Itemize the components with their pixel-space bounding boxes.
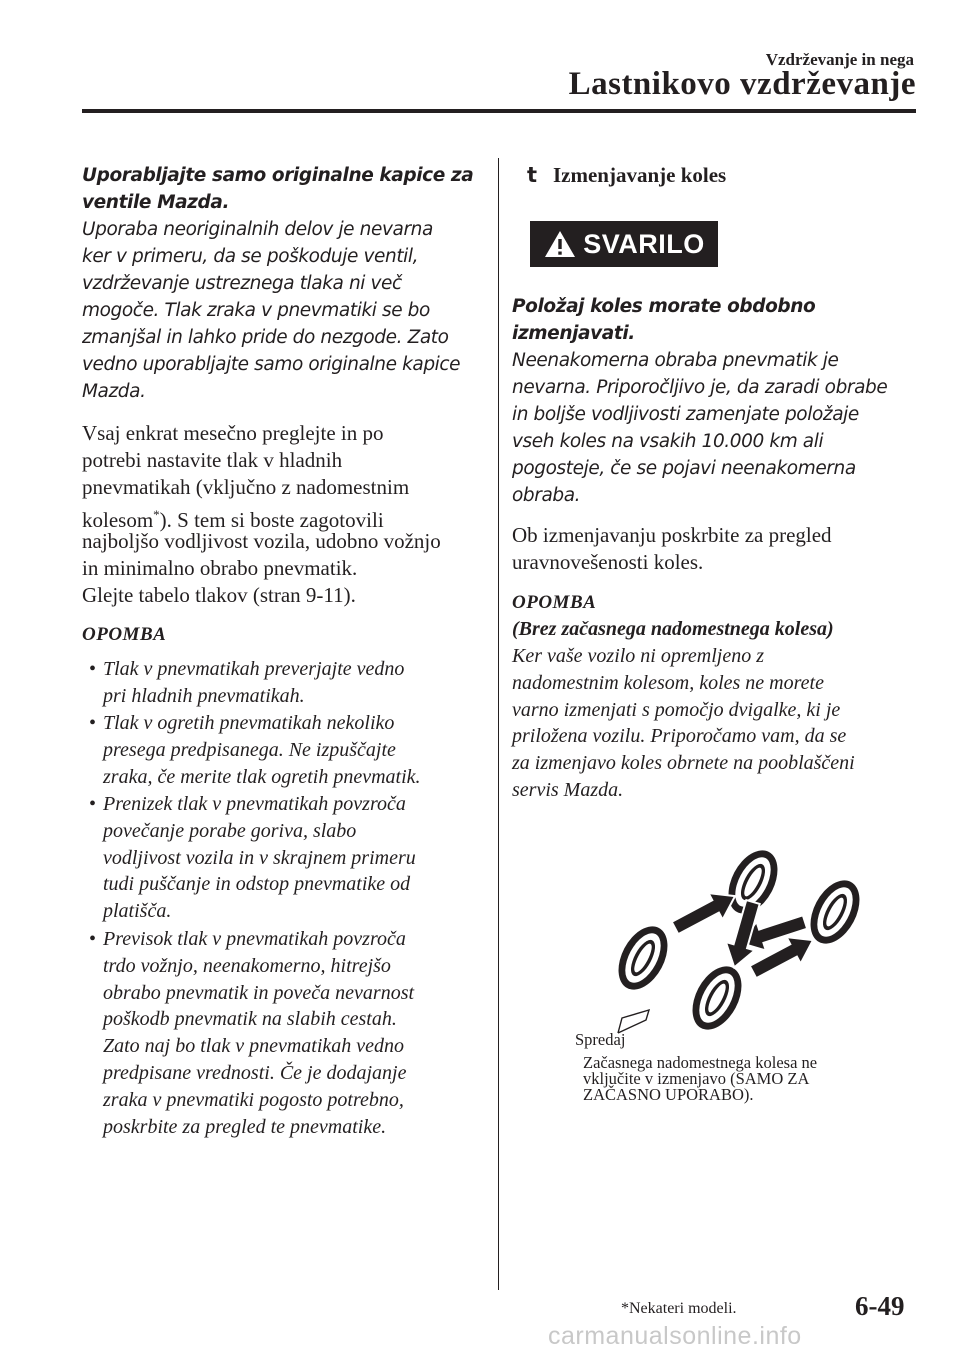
watermark: carmanualsonline.info bbox=[548, 1322, 802, 1350]
section-marker-icon: t bbox=[527, 163, 538, 187]
caution-text-line: Mazda. bbox=[82, 381, 146, 402]
caution-text-line: ker v primeru, da se poškoduje ventil, bbox=[82, 246, 419, 267]
footnote: *Nekateri modeli. bbox=[621, 1300, 737, 1317]
body-line: Glejte tabelo tlakov (stran 9-11). bbox=[82, 583, 356, 607]
warning-text-line: obraba. bbox=[512, 485, 581, 506]
note-line: varno izmenjati s pomočjo dvigalke, ki je bbox=[512, 698, 841, 721]
note-title: OPOMBA bbox=[82, 624, 167, 645]
warning-triangle-icon bbox=[543, 229, 577, 259]
tire-front-left-icon bbox=[682, 958, 751, 1038]
running-header-title: Lastnikovo vzdrževanje bbox=[568, 66, 916, 102]
note-line: za izmenjavo koles obrnete na pooblaščeni bbox=[512, 752, 855, 775]
section-heading: Izmenjavanje koles bbox=[553, 163, 727, 187]
note-line: nadomestnim kolesom, koles ne morete bbox=[512, 671, 824, 694]
note-line: presega predpisanega. Ne izpuščajte bbox=[103, 738, 396, 761]
caption-line: Začasnega nadomestnega kolesa ne bbox=[583, 1053, 818, 1072]
body-line: potrebi nastavite tlak v hladnih bbox=[82, 448, 343, 472]
note-title: OPOMBA bbox=[512, 592, 597, 613]
body-line: najboljšo vodljivost vozila, udobno vožnjo bbox=[82, 529, 441, 553]
bullet-icon: • bbox=[89, 712, 97, 734]
page-number: 6-49 bbox=[855, 1291, 905, 1321]
note-line: platišča. bbox=[103, 900, 172, 923]
caution-text-line: Uporaba neoriginalnih delov je nevarna bbox=[82, 219, 433, 240]
bullet-icon: • bbox=[89, 928, 97, 950]
note-line: povečanje porabe goriva, slabo bbox=[103, 819, 357, 842]
note-line: zraka, če merite tlak ogretih pnevmatik. bbox=[103, 765, 421, 788]
note-line: zraka v pnevmatiki pogosto potrebno, bbox=[103, 1088, 404, 1111]
note-subtitle: (Brez začasnega nadomestnega kolesa) bbox=[512, 618, 834, 640]
column-divider bbox=[498, 158, 499, 1290]
note-line: Zato naj bo tlak v pnevmatikah vedno bbox=[103, 1035, 405, 1058]
header-rule bbox=[82, 109, 916, 113]
caution-bold-line-2: ventile Mazda. bbox=[82, 192, 230, 213]
warning-label: SVARILO bbox=[583, 228, 705, 259]
note-line: tudi puščanje in odstop pnevmatike od bbox=[103, 873, 411, 896]
warning-banner bbox=[530, 221, 718, 267]
body-text-part: kolesom bbox=[82, 508, 154, 532]
diagram-caption bbox=[583, 1055, 817, 1103]
bullet-icon: • bbox=[89, 658, 97, 680]
note-line: Tlak v ogretih pnevmatikah nekoliko bbox=[103, 712, 395, 734]
note-line: Tlak v pnevmatikah preverjajte vedno bbox=[103, 658, 405, 680]
note-line: servis Mazda. bbox=[512, 778, 624, 801]
note-item bbox=[89, 926, 415, 1140]
note-line: vodljivost vozila in v skrajnem primeru bbox=[103, 846, 416, 869]
caution-text-line: vedno uporabljajte samo originalne kapice bbox=[82, 354, 461, 375]
note-line: poskrbite za pregled te pnevmatike. bbox=[103, 1115, 387, 1138]
tire-front-right-icon bbox=[608, 918, 677, 998]
note-line: poškodb pnevmatik na slabih cestah. bbox=[103, 1008, 397, 1031]
note-item bbox=[89, 791, 416, 925]
warning-text-line: nevarna. Priporočljivo je, da zaradi obrabe bbox=[512, 377, 888, 398]
warning-bold-line: Položaj koles morate obdobno bbox=[512, 296, 816, 317]
footnote-asterisk: * bbox=[153, 507, 160, 522]
caption-line: vključite v izmenjavo (SAMO ZA bbox=[583, 1069, 810, 1088]
note-line: predpisane vrednosti. Če je dodajanje bbox=[103, 1061, 407, 1084]
caption-line: ZAČASNO UPORABO). bbox=[583, 1085, 754, 1104]
tire-rotation-diagram bbox=[605, 840, 885, 1050]
warning-text-line: in boljše vodljivosti zamenjate položaje bbox=[512, 404, 859, 425]
note-line: obrabo pnevmatik in poveča nevarnost bbox=[103, 981, 415, 1004]
body-line: Ob izmenjavanju poskrbite za pregled bbox=[512, 523, 832, 547]
warning-text-line: Neenakomerna obraba pnevmatik je bbox=[512, 350, 839, 371]
caution-text-line: zmanjšal in lahko pride do nezgode. Zato bbox=[82, 327, 449, 348]
note-line: pri hladnih pnevmatikah. bbox=[103, 684, 305, 707]
body-text-part: ). S tem si boste zagotovili bbox=[159, 508, 384, 532]
front-label: Spredaj bbox=[575, 1030, 626, 1049]
caution-text-line: vzdrževanje ustreznega tlaka ni več bbox=[82, 273, 402, 294]
caution-bold-line-1: Uporabljajte samo originalne kapice za bbox=[82, 165, 474, 186]
body-line: pnevmatikah (vključno z nadomestnim bbox=[82, 475, 410, 499]
body-line: Vsaj enkrat mesečno preglejte in po bbox=[82, 421, 384, 445]
warning-bold-line: izmenjavati. bbox=[512, 323, 635, 344]
caution-text-line: mogoče. Tlak zraka v pnevmatiki se bo bbox=[82, 300, 430, 321]
warning-text-line: vseh koles na vsakih 10.000 km ali bbox=[512, 431, 824, 452]
note-line: priložena vozilu. Priporočamo vam, da se bbox=[512, 725, 847, 748]
note-line: Prenizek tlak v pnevmatikah povzroča bbox=[103, 793, 406, 815]
note-text bbox=[512, 643, 855, 804]
body-line: in minimalno obrabo pnevmatik. bbox=[82, 556, 358, 580]
note-line: Ker vaše vozilo ni opremljeno z bbox=[512, 645, 765, 667]
body-line: uravnovešenosti koles. bbox=[512, 550, 704, 574]
bullet-icon: • bbox=[89, 793, 97, 815]
note-line: trdo vožnjo, neenakomerno, hitrejšo bbox=[103, 954, 391, 977]
note-item bbox=[89, 710, 421, 790]
note-line: Previsok tlak v pnevmatikah povzroča bbox=[103, 928, 406, 950]
running-header-section: Vzdrževanje in nega bbox=[765, 50, 914, 69]
note-item bbox=[89, 656, 405, 710]
warning-text-line: pogosteje, če se pojavi neenakomerna bbox=[512, 458, 856, 479]
